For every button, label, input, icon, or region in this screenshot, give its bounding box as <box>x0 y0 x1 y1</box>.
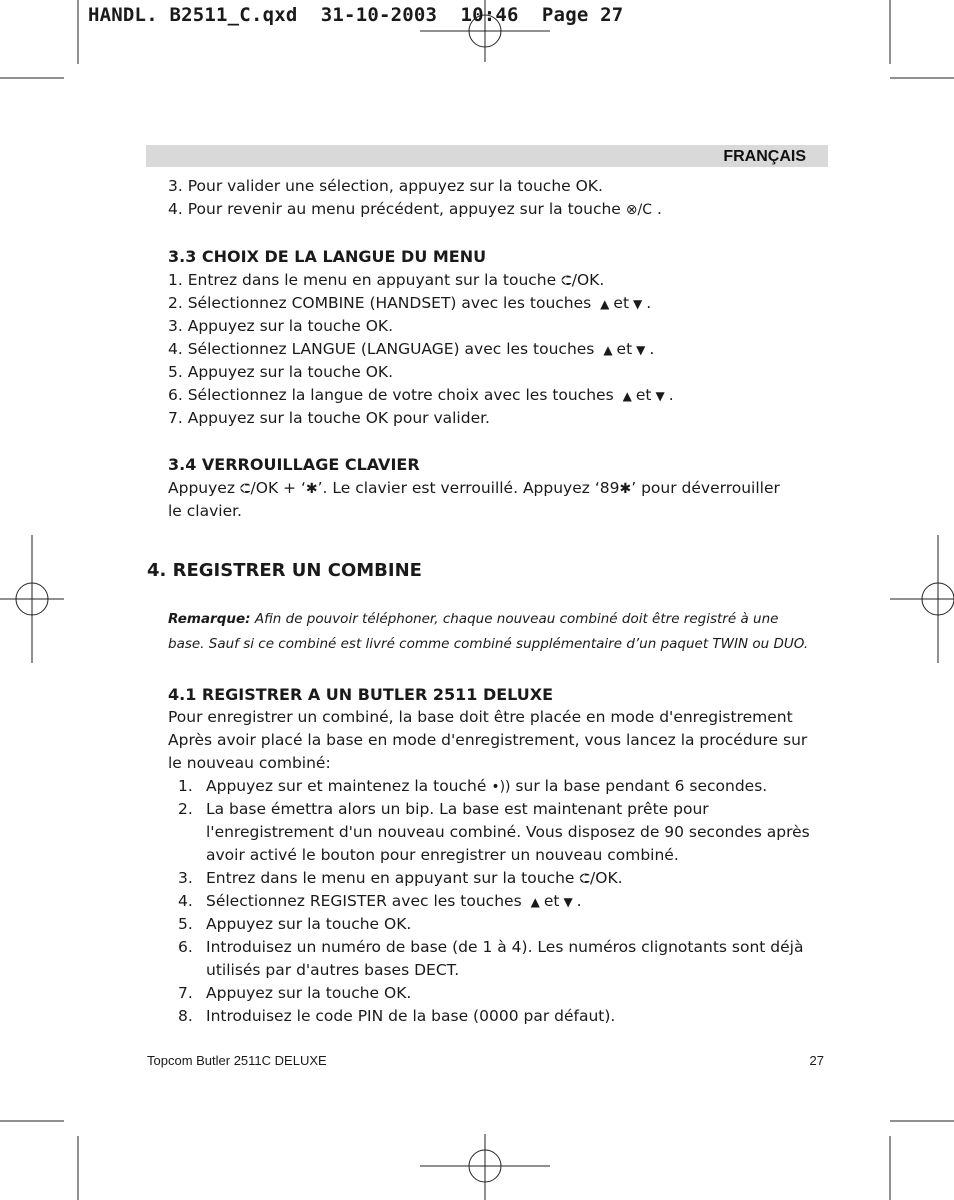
down-arrow-icon: ▼ <box>636 343 646 357</box>
s41-intro-2: Après avoir placé la base en mode d'enregistrement, vous lancez la procédure sur <box>168 731 808 749</box>
language-header-bar <box>146 145 828 167</box>
section-3-4-heading: 3.4 VERROUILLAGE CLAVIER <box>168 455 420 474</box>
section-4-heading: 4. REGISTRER UN COMBINE <box>147 560 422 581</box>
up-arrow-icon: ▲ <box>530 895 540 909</box>
file-slug: HANDL. B2511_C.qxd 31-10-2003 10:46 Page 27 <box>88 4 624 26</box>
s33-step-3: 3. Appuyez sur la touche OK. <box>168 317 394 335</box>
s41-step-2-cont1: l'enregistrement d'un nouveau combiné. Vous disposez de 90 secondes après <box>206 823 810 841</box>
down-arrow-icon: ▼ <box>633 297 643 311</box>
s41-step-6: 6. Introduisez un numéro de base (de 1 à 4). Les numéros clignotants sont déjà <box>178 938 804 956</box>
s33-step-1: 1. Entrez dans le menu en appuyant sur la touche ⮈/OK. <box>168 271 605 289</box>
remark-line2: base. Sauf si ce combiné est livré comme combiné supplémentaire d’un paquet TWIN ou DUO. <box>168 636 809 652</box>
s41-step-6-cont: utilisés par d'autres bases DECT. <box>206 961 460 979</box>
section-3-3-heading: 3.3 CHOIX DE LA LANGUE DU MENU <box>168 247 487 266</box>
s33-step-7: 7. Appuyez sur la touche OK pour valider. <box>168 409 490 427</box>
s41-step-7: 7. Appuyez sur la touche OK. <box>178 984 412 1002</box>
star-key-icon: ✱ <box>619 481 632 497</box>
remark-line1: Remarque: Afin de pouvoir téléphoner, chaque nouveau combiné doit être registré à une <box>168 611 779 627</box>
s41-step-5: 5. Appuyez sur la touche OK. <box>178 915 412 933</box>
up-arrow-icon: ▲ <box>600 297 610 311</box>
s41-step-8: 8. Introduisez le code PIN de la base (0000 par défaut). <box>178 1007 616 1025</box>
footer-product: Topcom Butler 2511C DELUXE <box>147 1053 327 1068</box>
language-label: FRANÇAIS <box>723 148 806 165</box>
s34-text-line2: le clavier. <box>168 502 242 520</box>
down-arrow-icon: ▼ <box>655 389 665 403</box>
s41-step-1: 1. Appuyez sur et maintenez la touché •)) sur la base pendant 6 secondes. <box>178 777 768 795</box>
page-key-icon: •)) <box>491 779 511 795</box>
s41-intro-3: le nouveau combiné: <box>168 754 331 772</box>
s41-step-3: 3. Entrez dans le menu en appuyant sur la touche ⮈/OK. <box>178 869 623 887</box>
s33-step-6: 6. Sélectionnez la langue de votre choix avec les touches ▲ et ▼ . <box>168 386 674 404</box>
remark-label: Remarque: <box>168 611 251 627</box>
up-arrow-icon: ▲ <box>622 389 632 403</box>
s33-step-2: 2. Sélectionnez COMBINE (HANDSET) avec les touches ▲ et ▼ . <box>168 294 652 312</box>
menu-key-icon: ⮈ <box>561 273 572 289</box>
menu-key-icon: ⮈ <box>579 871 591 887</box>
s33-step-4: 4. Sélectionnez LANGUE (LANGUAGE) avec les touches ▲ et ▼ . <box>168 340 655 358</box>
s41-step-2: 2. La base émettra alors un bip. La base est maintenant prête pour <box>178 800 709 818</box>
footer-page-number: 27 <box>809 1053 824 1068</box>
clear-key-icon: ⊗/C <box>625 202 653 218</box>
s34-text-line1: Appuyez ⮈/OK + ‘✱’. Le clavier est verrouillé. Appuyez ‘89✱’ pour déverrouiller <box>168 479 780 497</box>
star-key-icon: ✱ <box>305 481 318 497</box>
intro-step-3: 3. Pour valider une sélection, appuyez sur la touche OK. <box>168 177 603 195</box>
s41-step-2-cont2: avoir activé le bouton pour enregistrer un nouveau combiné. <box>206 846 679 864</box>
menu-key-icon: ⮈ <box>239 481 251 497</box>
s41-intro-1: Pour enregistrer un combiné, la base doit être placée en mode d'enregistrement <box>168 708 793 726</box>
s41-step-4: 4. Sélectionnez REGISTER avec les touches ▲ et ▼ . <box>178 892 582 910</box>
section-4-1-heading: 4.1 REGISTRER A UN BUTLER 2511 DELUXE <box>168 685 554 704</box>
down-arrow-icon: ▼ <box>563 895 573 909</box>
s33-step-5: 5. Appuyez sur la touche OK. <box>168 363 394 381</box>
intro-step-4: 4. Pour revenir au menu précédent, appuyez sur la touche ⊗/C . <box>168 200 662 218</box>
up-arrow-icon: ▲ <box>603 343 613 357</box>
